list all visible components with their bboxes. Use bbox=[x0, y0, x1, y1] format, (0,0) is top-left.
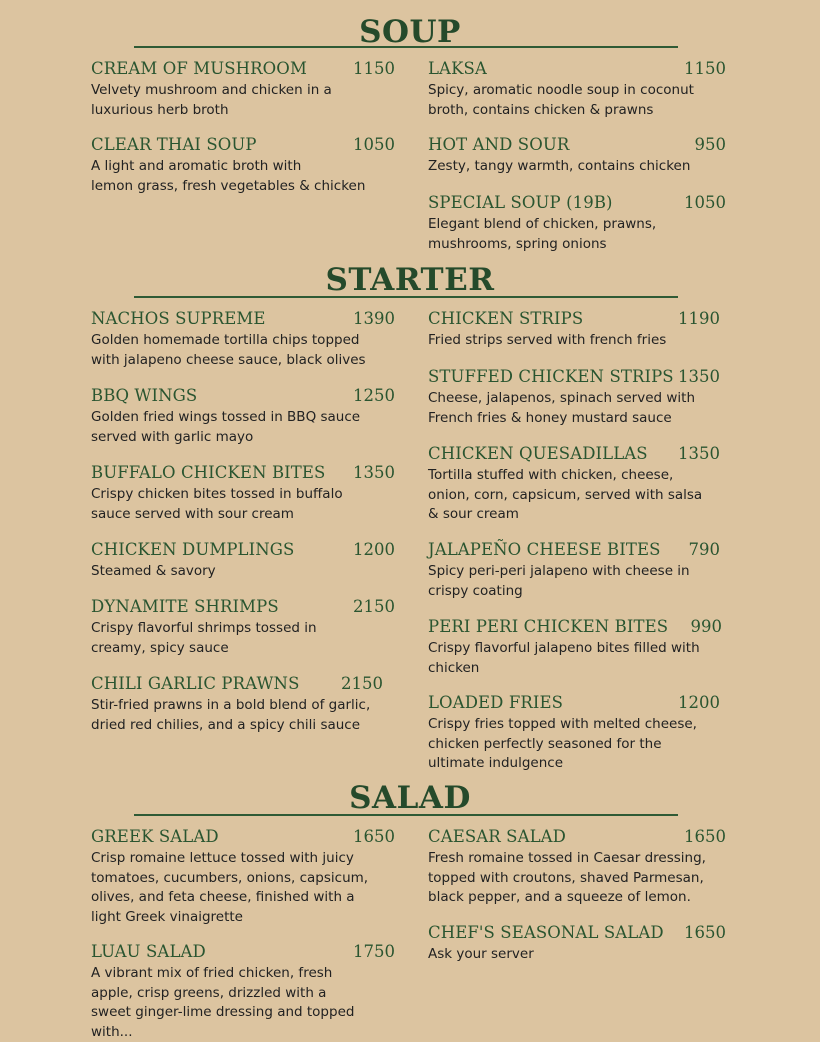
section-title-salad: SALAD bbox=[0, 780, 820, 816]
item-name: LUAU SALAD bbox=[91, 942, 206, 961]
item-description: onion, corn, capsicum, served with salsa bbox=[428, 486, 720, 506]
item-description: tomatoes, cucumbers, onions, capsicum, bbox=[91, 869, 395, 889]
item-price: 1250 bbox=[353, 384, 395, 408]
menu-item bbox=[91, 384, 395, 447]
item-price: 2150 bbox=[341, 672, 383, 696]
item-name: HOT AND SOUR bbox=[428, 135, 569, 154]
item-name: LAKSA bbox=[428, 59, 487, 78]
item-description: sweet ginger-lime dressing and topped bbox=[91, 1003, 395, 1023]
item-description: & sour cream bbox=[428, 505, 720, 525]
item-description: Steamed & savory bbox=[91, 562, 395, 582]
item-name: GREEK SALAD bbox=[91, 827, 219, 846]
menu-item bbox=[428, 691, 720, 774]
item-description: ultimate indulgence bbox=[428, 754, 720, 774]
item-description: sauce served with sour cream bbox=[91, 505, 395, 525]
item-price: 1150 bbox=[684, 57, 726, 81]
item-description: Fried strips served with french fries bbox=[428, 331, 720, 351]
menu-item bbox=[428, 365, 720, 428]
item-description: topped with croutons, shaved Parmesan, bbox=[428, 869, 726, 889]
item-name: CHICKEN DUMPLINGS bbox=[91, 540, 294, 559]
menu-item bbox=[91, 538, 395, 582]
item-description: Fresh romaine tossed in Caesar dressing, bbox=[428, 849, 726, 869]
item-name: BBQ WINGS bbox=[91, 386, 197, 405]
item-description: Tortilla stuffed with chicken, cheese, bbox=[428, 466, 720, 486]
item-name: LOADED FRIES bbox=[428, 693, 563, 712]
item-price: 990 bbox=[691, 615, 723, 639]
item-name: CREAM OF MUSHROOM bbox=[91, 59, 307, 78]
menu-item bbox=[428, 615, 722, 678]
menu-item bbox=[428, 921, 726, 965]
menu-item bbox=[91, 825, 395, 927]
item-name: CHEF'S SEASONAL SALAD bbox=[428, 923, 664, 942]
item-description: lemon grass, fresh vegetables & chicken bbox=[91, 177, 395, 197]
item-name: BUFFALO CHICKEN BITES bbox=[91, 463, 325, 482]
item-description: light Greek vinaigrette bbox=[91, 908, 395, 928]
item-name: JALAPEÑO CHEESE BITES bbox=[428, 540, 661, 559]
item-description: served with garlic mayo bbox=[91, 428, 395, 448]
item-description: crispy coating bbox=[428, 582, 720, 602]
item-description: Spicy, aromatic noodle soup in coconut bbox=[428, 81, 726, 101]
item-description: Golden fried wings tossed in BBQ sauce bbox=[91, 408, 395, 428]
item-description: chicken bbox=[428, 659, 722, 679]
item-description: French fries & honey mustard sauce bbox=[428, 409, 720, 429]
item-description: Ask your server bbox=[428, 945, 726, 965]
menu-item bbox=[428, 538, 720, 601]
menu-item bbox=[428, 191, 726, 254]
item-description: mushrooms, spring onions bbox=[428, 235, 726, 255]
section-divider bbox=[134, 296, 678, 298]
item-description: with... bbox=[91, 1023, 395, 1042]
menu-item bbox=[428, 57, 726, 120]
item-name: PERI PERI CHICKEN BITES bbox=[428, 617, 668, 636]
menu-item bbox=[91, 461, 395, 524]
menu-item bbox=[91, 940, 395, 1042]
item-price: 1350 bbox=[353, 461, 395, 485]
item-description: Cheese, jalapenos, spinach served with bbox=[428, 389, 720, 409]
item-price: 1350 bbox=[678, 442, 720, 466]
item-price: 1750 bbox=[353, 940, 395, 964]
item-description: Golden homemade tortilla chips topped bbox=[91, 331, 395, 351]
item-description: A vibrant mix of fried chicken, fresh bbox=[91, 964, 395, 984]
item-description: Elegant blend of chicken, prawns, bbox=[428, 215, 726, 235]
item-price: 1650 bbox=[353, 825, 395, 849]
item-description: chicken perfectly seasoned for the bbox=[428, 735, 720, 755]
item-price: 950 bbox=[695, 133, 727, 157]
item-description: Crispy flavorful shrimps tossed in bbox=[91, 619, 395, 639]
menu-item bbox=[91, 595, 395, 658]
item-name: CLEAR THAI SOUP bbox=[91, 135, 257, 154]
menu-item bbox=[91, 307, 395, 370]
item-name: CHICKEN QUESADILLAS bbox=[428, 444, 648, 463]
item-name: NACHOS SUPREME bbox=[91, 309, 266, 328]
item-name: SPECIAL SOUP (19B) bbox=[428, 193, 613, 212]
item-name: CHILI GARLIC PRAWNS bbox=[91, 674, 300, 693]
item-description: A light and aromatic broth with bbox=[91, 157, 395, 177]
item-description: creamy, spicy sauce bbox=[91, 639, 395, 659]
item-price: 1190 bbox=[678, 307, 720, 331]
section-title-starter: STARTER bbox=[0, 262, 820, 298]
item-price: 1200 bbox=[353, 538, 395, 562]
item-name: DYNAMITE SHRIMPS bbox=[91, 597, 279, 616]
menu-item bbox=[91, 57, 395, 120]
item-name: STUFFED CHICKEN STRIPS bbox=[428, 367, 674, 386]
item-description: Stir-fried prawns in a bold blend of garlic, bbox=[91, 696, 383, 716]
item-description: dried red chilies, and a spicy chili sauce bbox=[91, 716, 383, 736]
item-description: Velvety mushroom and chicken in a bbox=[91, 81, 395, 101]
item-description: Crisp romaine lettuce tossed with juicy bbox=[91, 849, 395, 869]
item-price: 790 bbox=[689, 538, 721, 562]
section-title-soup: SOUP bbox=[0, 14, 820, 50]
item-description: olives, and feta cheese, finished with a bbox=[91, 888, 395, 908]
item-name: CHICKEN STRIPS bbox=[428, 309, 583, 328]
item-name: CAESAR SALAD bbox=[428, 827, 566, 846]
item-price: 1050 bbox=[684, 191, 726, 215]
menu-item bbox=[428, 133, 726, 177]
item-description: Zesty, tangy warmth, contains chicken bbox=[428, 157, 726, 177]
item-description: with jalapeno cheese sauce, black olives bbox=[91, 351, 395, 371]
item-description: Spicy peri-peri jalapeno with cheese in bbox=[428, 562, 720, 582]
item-description: luxurious herb broth bbox=[91, 101, 395, 121]
menu-item bbox=[91, 133, 395, 196]
item-description: Crispy fries topped with melted cheese, bbox=[428, 715, 720, 735]
menu-item bbox=[428, 307, 720, 351]
item-description: apple, crisp greens, drizzled with a bbox=[91, 984, 395, 1004]
item-price: 2150 bbox=[353, 595, 395, 619]
section-divider bbox=[134, 814, 678, 816]
item-description: Crispy chicken bites tossed in buffalo bbox=[91, 485, 395, 505]
menu-item bbox=[91, 672, 383, 735]
section-divider bbox=[134, 46, 678, 48]
menu-item bbox=[428, 442, 720, 525]
item-price: 1200 bbox=[678, 691, 720, 715]
item-description: Crispy flavorful jalapeno bites filled with bbox=[428, 639, 722, 659]
item-price: 1050 bbox=[353, 133, 395, 157]
item-price: 1350 bbox=[678, 365, 720, 389]
item-description: broth, contains chicken & prawns bbox=[428, 101, 726, 121]
item-price: 1150 bbox=[353, 57, 395, 81]
item-description: black pepper, and a squeeze of lemon. bbox=[428, 888, 726, 908]
item-price: 1650 bbox=[684, 825, 726, 849]
item-price: 1390 bbox=[353, 307, 395, 331]
menu-item bbox=[428, 825, 726, 908]
item-price: 1650 bbox=[684, 921, 726, 945]
